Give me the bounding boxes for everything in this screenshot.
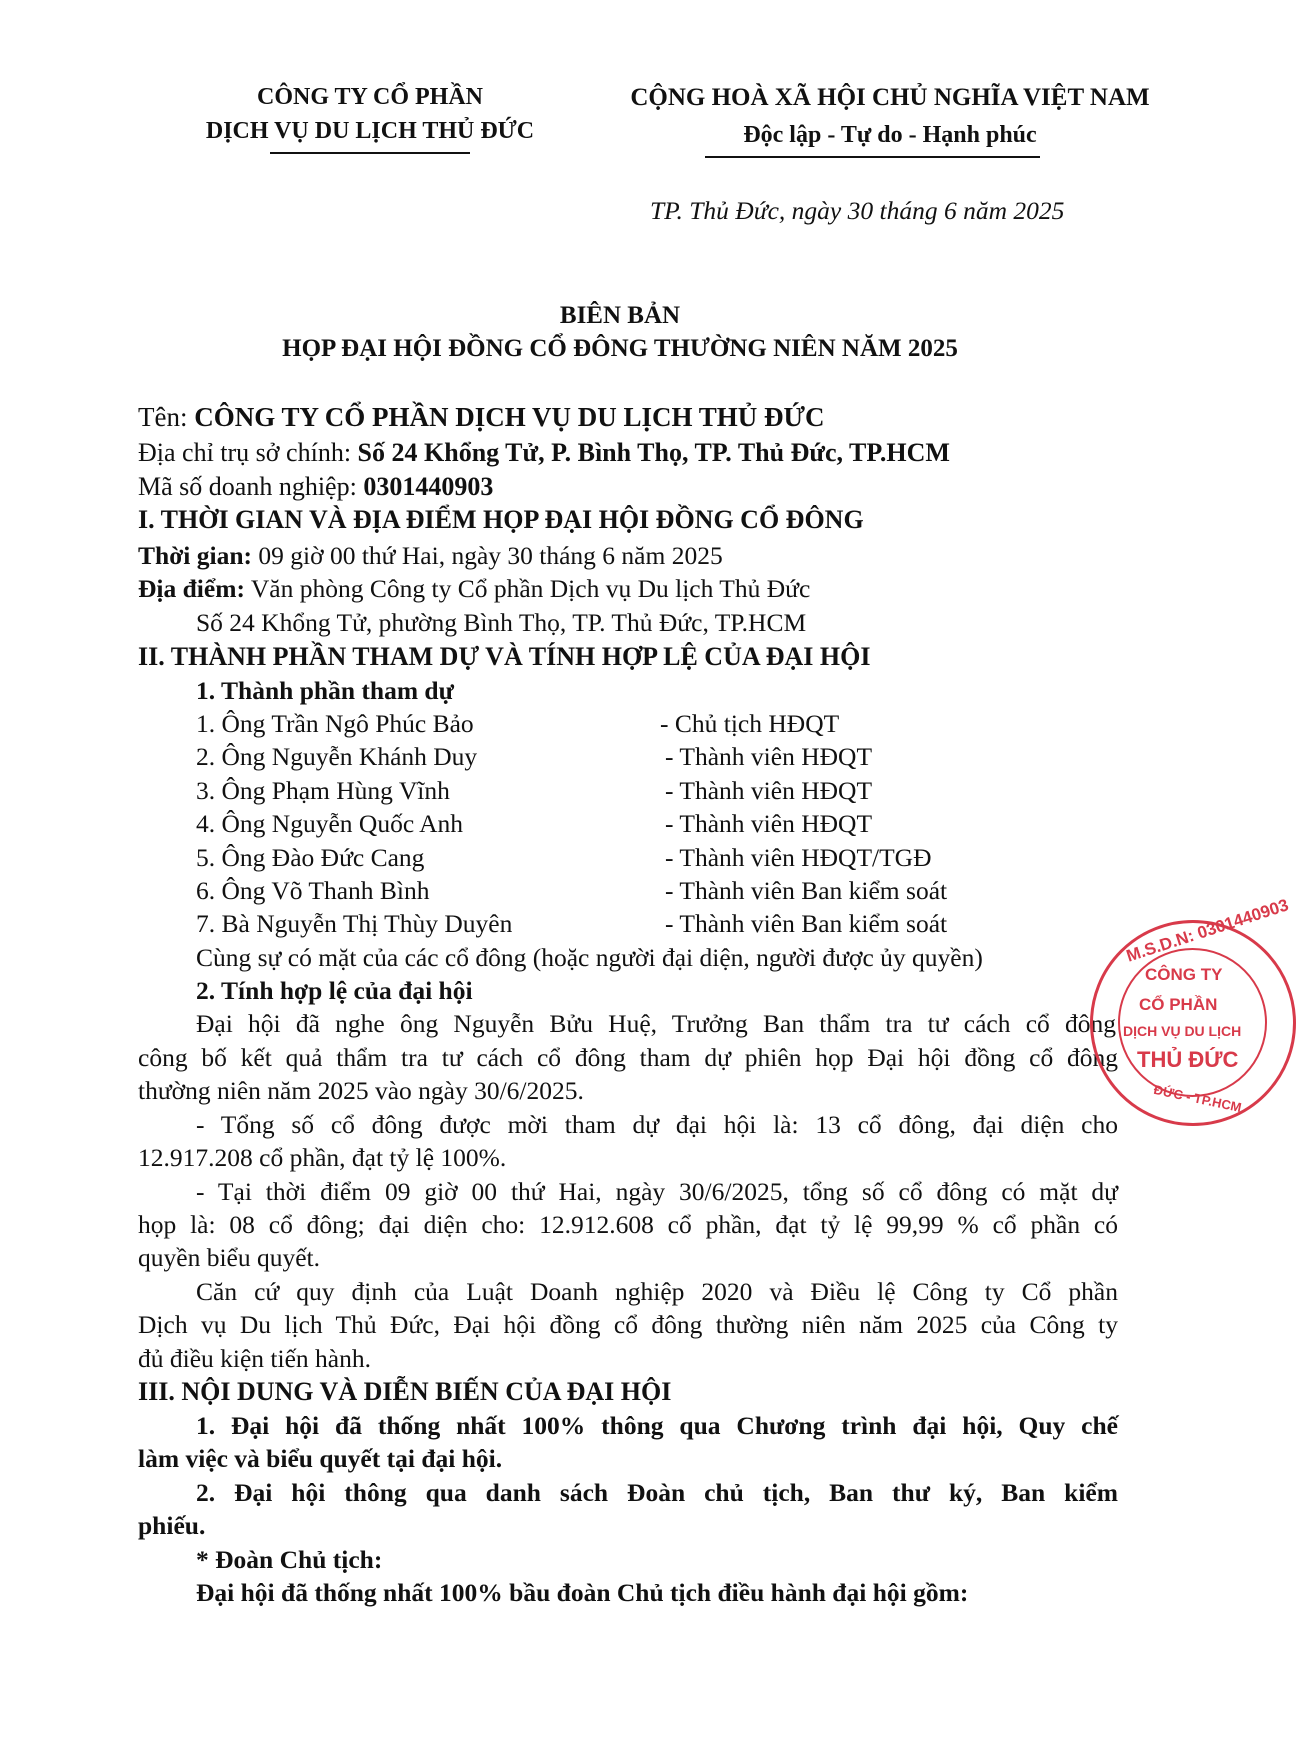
paragraph-line: - Tại thời điểm 09 giờ 00 thứ Hai, ngày 30/6/2025, tổng số cổ đông có mặt dự <box>196 1177 1118 1206</box>
attendee-role: - Thành viên HĐQT <box>665 742 873 771</box>
place-value: Văn phòng Công ty Cổ phần Dịch vụ Du lịch Thủ Đức <box>244 574 811 603</box>
paragraph-line: đủ điều kiện tiến hành. <box>138 1344 371 1373</box>
doc-title: BIÊN BẢN <box>559 302 681 329</box>
place-row2: Số 24 Khổng Tử, phường Bình Thọ, TP. Thủ Đức, TP.HCM <box>196 608 807 637</box>
place-label: Địa điểm: <box>138 574 245 603</box>
section2-sub1: 1. Thành phần tham dự <box>196 676 454 705</box>
section1-heading: I. THỜI GIAN VÀ ĐỊA ĐIỂM HỌP ĐẠI HỘI ĐỒNG CỔ ĐÔNG <box>138 505 864 534</box>
seal-line1: CÔNG TY <box>1145 965 1223 984</box>
item1-line2: làm việc và biểu quyết tại đại hội. <box>138 1444 503 1473</box>
paragraph-line: Căn cứ quy định của Luật Doanh nghiệp 2020 và Điều lệ Công ty Cổ phần <box>196 1277 1118 1306</box>
doc-subtitle: HỌP ĐẠI HỘI ĐỒNG CỔ ĐÔNG THƯỜNG NIÊN NĂM 2025 <box>282 335 958 362</box>
place-row <box>138 574 810 604</box>
company-name-value: CÔNG TY CỔ PHẦN DỊCH VỤ DU LỊCH THỦ ĐỨC <box>194 402 825 432</box>
nation-title: CỘNG HOÀ XÃ HỘI CHỦ NGHĨA VIỆT NAM <box>630 84 1150 111</box>
company-underline <box>270 152 470 154</box>
paragraph-line: - Tổng số cổ đông được mời tham dự đại hội là: 13 cổ đông, đại diện cho <box>196 1110 1118 1139</box>
attendee-role: - Thành viên HĐQT <box>665 809 873 838</box>
nation-motto: Độc lập - Tự do - Hạnh phúc <box>743 122 1037 148</box>
attendee-name: 5. Ông Đào Đức Cang <box>196 843 425 872</box>
presidium-heading: * Đoàn Chủ tịch: <box>196 1545 383 1574</box>
tax-row <box>138 472 493 502</box>
attendee-name: 1. Ông Trần Ngô Phúc Bảo <box>196 709 474 738</box>
address-row <box>138 438 950 468</box>
paragraph-line: quyền biểu quyết. <box>138 1243 320 1272</box>
company-name-line1: CÔNG TY CỔ PHẦN <box>256 84 483 110</box>
tax-label: Mã số doanh nghiệp: <box>138 472 364 501</box>
seal-bottom-text: ĐỨC - TP.HCM <box>1152 1081 1243 1116</box>
paragraph-line: công bố kết quả thẩm tra tư cách cổ đông tham dự phiên họp Đại hội đồng cổ đông <box>138 1043 1118 1072</box>
attendee-name: 6. Ông Võ Thanh Bình <box>196 876 430 905</box>
paragraph-line: Dịch vụ Du lịch Thủ Đức, Đại hội đồng cổ đông thường niên năm 2025 của Công ty <box>138 1310 1118 1339</box>
attendee-role: - Thành viên Ban kiểm soát <box>665 876 948 905</box>
section2-heading: II. THÀNH PHẦN THAM DỰ VÀ TÍNH HỢP LỆ CỦA ĐẠI HỘI <box>138 642 871 671</box>
company-seal <box>1090 895 1296 1126</box>
seal-ring-text: M.S.D.N: 0301440903 <box>1124 895 1291 966</box>
tax-value: 0301440903 <box>363 472 494 501</box>
paragraph-line: Đại hội đã nghe ông Nguyễn Bửu Huệ, Trưởng Ban thẩm tra tư cách cổ đông <box>196 1009 1116 1038</box>
item1-line1: 1. Đại hội đã thống nhất 100% thông qua Chương trình đại hội, Quy chế <box>196 1411 1118 1440</box>
time-value: 09 giờ 00 thứ Hai, ngày 30 tháng 6 năm 2025 <box>252 541 723 570</box>
date-line: TP. Thủ Đức, ngày 30 tháng 6 năm 2025 <box>650 196 1065 225</box>
attendee-role: - Thành viên Ban kiểm soát <box>665 909 948 938</box>
seal-line4: THỦ ĐỨC <box>1137 1047 1239 1072</box>
attendee-name: 3. Ông Phạm Hùng Vĩnh <box>196 776 450 805</box>
attendee-role: - Thành viên HĐQT <box>665 776 873 805</box>
attendee-name: 7. Bà Nguyễn Thị Thùy Duyên <box>196 909 513 938</box>
time-label: Thời gian: <box>138 541 253 570</box>
item2-line2: phiếu. <box>138 1511 206 1540</box>
attendee-name: 2. Ông Nguyễn Khánh Duy <box>196 742 478 771</box>
item2-line1: 2. Đại hội thông qua danh sách Đoàn chủ tịch, Ban thư ký, Ban kiểm <box>196 1478 1118 1507</box>
company-name-row <box>138 402 825 433</box>
time-row <box>138 541 723 571</box>
paragraph-line: 12.917.208 cổ phần, đạt tỷ lệ 100%. <box>138 1143 507 1172</box>
attendee-name: 4. Ông Nguyễn Quốc Anh <box>196 809 464 838</box>
attendee-role: - Thành viên HĐQT/TGĐ <box>665 843 932 872</box>
section3-heading: III. NỘI DUNG VÀ DIỄN BIẾN CỦA ĐẠI HỘI <box>138 1377 672 1406</box>
section2-sub2: 2. Tính hợp lệ của đại hội <box>196 976 473 1005</box>
attendee-role: - Chủ tịch HĐQT <box>660 709 840 738</box>
presidium-text: Đại hội đã thống nhất 100% bầu đoàn Chủ tịch điều hành đại hội gồm: <box>196 1578 969 1607</box>
motto-underline <box>705 156 1040 158</box>
paragraph-line: họp là: 08 cổ đông; đại diện cho: 12.912.608 cổ phần, đạt tỷ lệ 99,99 % cổ phần có <box>138 1210 1118 1239</box>
seal-line3: DỊCH VỤ DU LỊCH <box>1123 1023 1242 1039</box>
address-label: Địa chỉ trụ sở chính: <box>138 438 358 467</box>
paragraph-line: thường niên năm 2025 vào ngày 30/6/2025. <box>138 1076 584 1105</box>
company-name-line2: DỊCH VỤ DU LỊCH THỦ ĐỨC <box>205 118 535 144</box>
seal-line2: CỔ PHẦN <box>1139 995 1218 1014</box>
also-present: Cùng sự có mặt của các cổ đông (hoặc người đại diện, người được ủy quyền) <box>196 943 983 972</box>
address-value: Số 24 Khổng Tử, P. Bình Thọ, TP. Thủ Đức, TP.HCM <box>357 438 950 467</box>
company-name-label: Tên: <box>138 402 195 432</box>
